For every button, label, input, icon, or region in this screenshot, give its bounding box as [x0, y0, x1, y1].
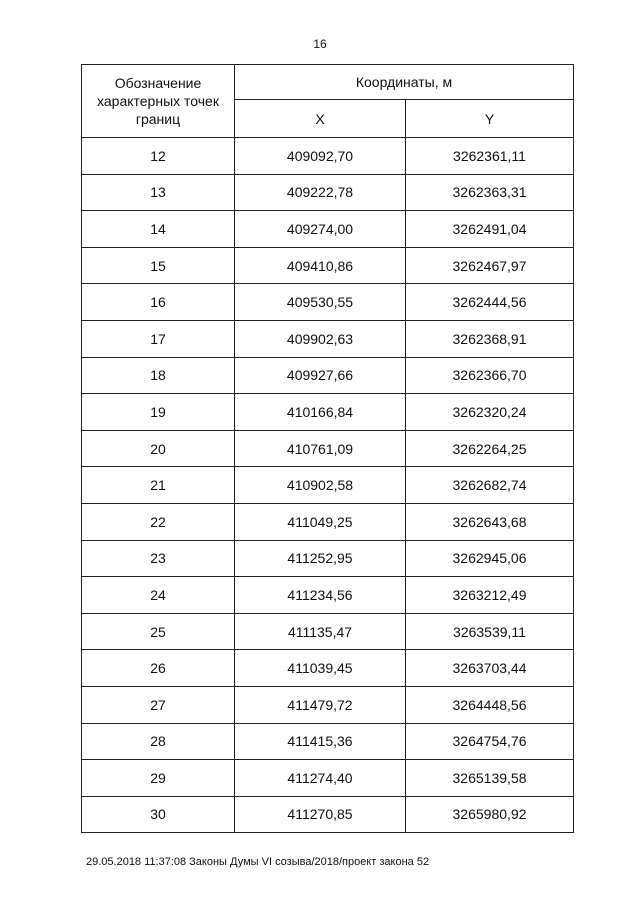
footer-stamp: 29.05.2018 11:37:08 Законы Думы VI созыва/2018/проект закона 52 — [86, 856, 430, 868]
cell-x: 411252,95 — [235, 540, 406, 577]
cell-point: 29 — [82, 760, 235, 797]
page-number: 16 — [313, 37, 327, 51]
cell-y: 3262363,31 — [406, 174, 574, 211]
cell-y: 3263703,44 — [406, 650, 574, 687]
table-row — [82, 577, 574, 614]
cell-point: 24 — [82, 577, 235, 614]
cell-point: 25 — [82, 613, 235, 650]
cell-y: 3263212,49 — [406, 577, 574, 614]
cell-y: 3264448,56 — [406, 686, 574, 723]
cell-y: 3265139,58 — [406, 760, 574, 797]
cell-x: 410761,09 — [235, 430, 406, 467]
cell-y: 3262467,97 — [406, 247, 574, 284]
cell-y: 3262682,74 — [406, 467, 574, 504]
cell-x: 409092,70 — [235, 138, 406, 175]
table-row — [82, 540, 574, 577]
cell-x: 411234,56 — [235, 577, 406, 614]
table-row — [82, 760, 574, 797]
table-row — [82, 723, 574, 760]
cell-x: 411415,36 — [235, 723, 406, 760]
cell-point: 15 — [82, 247, 235, 284]
table-header — [82, 65, 574, 138]
cell-y: 3262366,70 — [406, 357, 574, 394]
header-x: X — [235, 100, 406, 138]
cell-y: 3262491,04 — [406, 211, 574, 248]
cell-y: 3263539,11 — [406, 613, 574, 650]
table-row — [82, 174, 574, 211]
table-row — [82, 650, 574, 687]
cell-x: 409530,55 — [235, 284, 406, 321]
cell-y: 3262945,06 — [406, 540, 574, 577]
header-coordinates: Координаты, м — [235, 65, 574, 100]
cell-point: 28 — [82, 723, 235, 760]
cell-point: 12 — [82, 138, 235, 175]
cell-point: 23 — [82, 540, 235, 577]
cell-x: 411270,85 — [235, 796, 406, 833]
coordinates-table — [81, 64, 574, 833]
table-row — [82, 138, 574, 175]
table-row — [82, 247, 574, 284]
cell-point: 30 — [82, 796, 235, 833]
table-row — [82, 430, 574, 467]
cell-x: 410902,58 — [235, 467, 406, 504]
cell-x: 411049,25 — [235, 503, 406, 540]
cell-x: 409410,86 — [235, 247, 406, 284]
cell-x: 409222,78 — [235, 174, 406, 211]
cell-x: 411479,72 — [235, 686, 406, 723]
cell-y: 3265980,92 — [406, 796, 574, 833]
cell-x: 411274,40 — [235, 760, 406, 797]
cell-point: 22 — [82, 503, 235, 540]
table-row — [82, 284, 574, 321]
cell-y: 3262320,24 — [406, 394, 574, 431]
cell-point: 27 — [82, 686, 235, 723]
cell-y: 3262361,11 — [406, 138, 574, 175]
cell-x: 409274,00 — [235, 211, 406, 248]
table-body — [82, 138, 574, 833]
cell-point: 18 — [82, 357, 235, 394]
header-designation — [82, 65, 235, 138]
cell-point: 13 — [82, 174, 235, 211]
cell-point: 16 — [82, 284, 235, 321]
cell-point: 17 — [82, 320, 235, 357]
cell-y: 3264754,76 — [406, 723, 574, 760]
cell-y: 3262264,25 — [406, 430, 574, 467]
table-row — [82, 467, 574, 504]
table-row — [82, 503, 574, 540]
cell-x: 409902,63 — [235, 320, 406, 357]
cell-point: 26 — [82, 650, 235, 687]
cell-x: 411135,47 — [235, 613, 406, 650]
table-row — [82, 613, 574, 650]
table-row — [82, 686, 574, 723]
cell-point: 19 — [82, 394, 235, 431]
table-row — [82, 211, 574, 248]
table-row — [82, 357, 574, 394]
cell-y: 3262368,91 — [406, 320, 574, 357]
header-y: Y — [406, 100, 574, 138]
table-row — [82, 394, 574, 431]
table-row — [82, 320, 574, 357]
cell-y: 3262444,56 — [406, 284, 574, 321]
cell-x: 409927,66 — [235, 357, 406, 394]
cell-point: 20 — [82, 430, 235, 467]
cell-x: 411039,45 — [235, 650, 406, 687]
cell-y: 3262643,68 — [406, 503, 574, 540]
cell-point: 14 — [82, 211, 235, 248]
table-row — [82, 796, 574, 833]
cell-point: 21 — [82, 467, 235, 504]
cell-x: 410166,84 — [235, 394, 406, 431]
header-designation-label: Обозначение характерных точек границ — [97, 75, 219, 127]
